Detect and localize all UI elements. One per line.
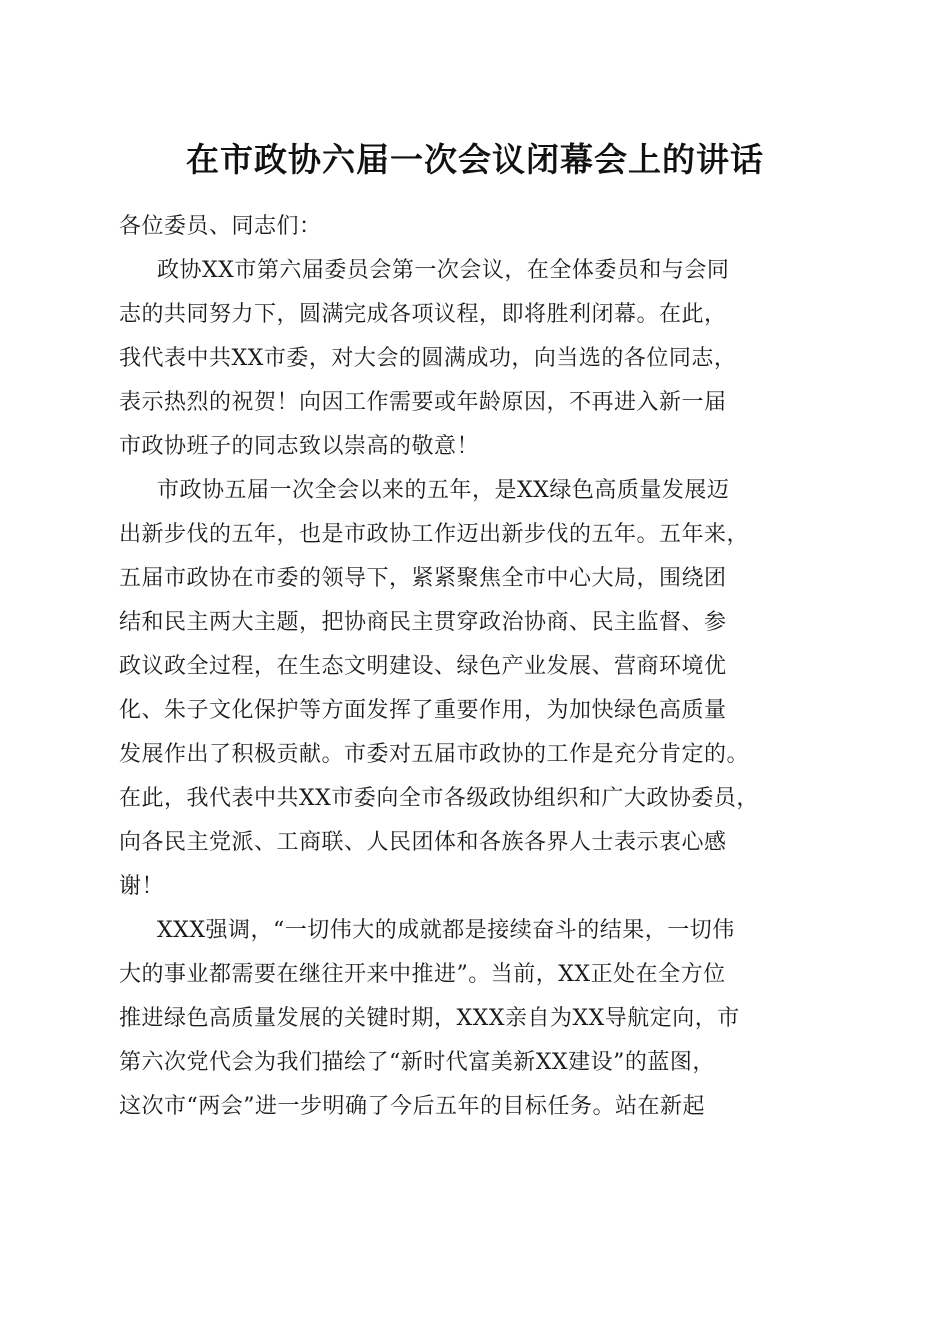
document-body [119,205,841,1129]
text-line: 市政协五届一次全会以来的五年，是XX绿色高质量发展迈 [157,478,730,503]
document-title: 在市政协六届一次会议闭幕会上的讲话 [186,140,764,179]
text-line: 这次市“两会”进一步明确了今后五年的目标任务。站在新起 [119,1094,705,1119]
text-line: 政议政全过程，在生态文明建设、绿色产业发展、营商环境优 [119,654,727,679]
text-line: 市政协班子的同志致以崇高的敬意！ [119,434,480,459]
text-line: 发展作出了积极贡献。市委对五届市政协的工作是充分肯定的。 [119,742,750,767]
text-line: 志的共同努力下，圆满完成各项议程，即将胜利闭幕。在此， [119,302,727,327]
text-line: 大的事业都需要在继往开来中推进”。当前，XX正处在全方位 [119,962,726,987]
paragraph-3 [119,909,841,1129]
text-line: 化、朱子文化保护等方面发挥了重要作用，为加快绿色高质量 [119,698,727,723]
text-line: 五届市政协在市委的领导下，紧紧聚焦全市中心大局，围绕团 [119,566,727,591]
text-line: 我代表中共XX市委，对大会的圆满成功，向当选的各位同志， [119,346,737,371]
text-line: 谢！ [119,874,165,899]
salutation: 各位委员、同志们： [119,214,322,239]
paragraph-1 [119,249,841,469]
text-line: 向各民主党派、工商联、人民团体和各族各界人士表示衷心感 [119,830,727,855]
text-line: 推进绿色高质量发展的关键时期，XXX亲自为XX导航定向，市 [119,1006,740,1031]
text-line: 政协XX市第六届委员会第一次会议，在全体委员和与会同 [157,258,730,283]
text-line: 结和民主两大主题，把协商民主贯穿政治协商、民主监督、参 [119,610,727,635]
text-line: 出新步伐的五年，也是市政协工作迈出新步伐的五年。五年来， [119,522,750,547]
text-line: 第六次党代会为我们描绘了“新时代富美新XX建设”的蓝图， [119,1050,715,1075]
paragraph-2 [119,469,841,909]
text-line: 表示热烈的祝贺！向因工作需要或年龄原因，不再进入新一届 [119,390,727,415]
text-line: 在此，我代表中共XX市委向全市各级政协组织和广大政协委员， [119,786,759,811]
text-line: XXX强调，“一切伟大的成就都是接续奋斗的结果，一切伟 [157,918,735,943]
